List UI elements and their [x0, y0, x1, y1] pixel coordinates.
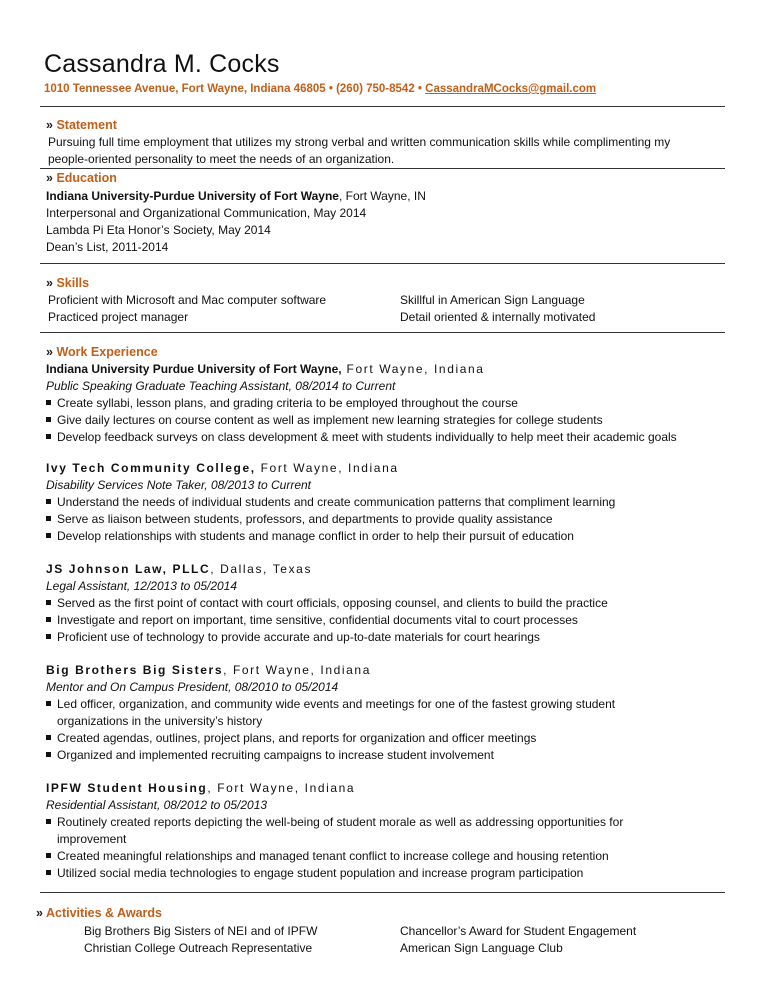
job-role: Legal Assistant, 12/2013 to 05/2014: [46, 579, 238, 593]
contact-address-phone: 1010 Tennessee Avenue, Fort Wayne, Indiana 46805 • (260) 750-8542 •: [44, 83, 426, 95]
job-bullet: Create syllabi, lesson plans, and grading criteria to be employed throughout the course: [46, 395, 518, 411]
candidate-name: Cassandra M. Cocks: [44, 50, 280, 78]
education-detail: Lambda Pi Eta Honor’s Society, May 2014: [46, 223, 271, 237]
activity-item: Chancellor’s Award for Student Engagement: [400, 924, 637, 938]
job-bullet: Led officer, organization, and community wide events and meetings for one of the fastest growing student: [46, 696, 615, 712]
job-organization: Big Brothers Big Sisters, Fort Wayne, Indiana: [46, 663, 371, 677]
skill-item: Practiced project manager: [48, 310, 189, 324]
job-bullet: Utilized social media technologies to engage student population and increase program participation: [46, 865, 583, 881]
job-bullet: Organized and implemented recruiting campaigns to increase student involvement: [46, 747, 494, 763]
statement-line: people-oriented personality to meet the needs of an organization.: [48, 152, 395, 166]
job-bullet: Develop relationships with students and manage conflict in order to help their pursuit of education: [46, 528, 574, 544]
activity-item: Big Brothers Big Sisters of NEI and of IPFW: [84, 924, 318, 938]
skill-item: Detail oriented & internally motivated: [400, 310, 596, 324]
job-bullet-continuation: improvement: [57, 832, 127, 846]
job-bullet-continuation: organizations in the university’s history: [57, 714, 263, 728]
education-school: Indiana University-Purdue University of Fort Wayne, Fort Wayne, IN: [46, 189, 426, 203]
job-bullet: Routinely created reports depicting the well-being of student morale as well as addressing opportunities for: [46, 814, 623, 830]
job-organization: IPFW Student Housing, Fort Wayne, Indiana: [46, 781, 356, 795]
job-organization: Indiana University Purdue University of Fort Wayne, Fort Wayne, Indiana: [46, 362, 485, 376]
job-bullet: Develop feedback surveys on class development & meet with students individually to help meet their academic goals: [46, 429, 677, 445]
job-role: Mentor and On Campus President, 08/2010 to 05/2014: [46, 680, 339, 694]
divider: [40, 332, 725, 333]
job-bullet: Created meaningful relationships and managed tenant conflict to increase college and housing retention: [46, 848, 609, 864]
email-link[interactable]: CassandraMCocks@gmail.com: [425, 83, 597, 95]
statement-heading: » Statement: [46, 118, 117, 132]
divider: [40, 168, 725, 169]
job-organization: Ivy Tech Community College, Fort Wayne, Indiana: [46, 461, 399, 475]
activities-heading: » Activities & Awards: [36, 906, 162, 920]
skill-item: Skillful in American Sign Language: [400, 293, 585, 307]
work-experience-heading: » Work Experience: [46, 345, 158, 359]
job-organization: JS Johnson Law, PLLC, Dallas, Texas: [46, 562, 313, 576]
skill-item: Proficient with Microsoft and Mac computer software: [48, 293, 327, 307]
divider: [40, 892, 725, 893]
job-bullet: Give daily lectures on course content as well as implement new learning strategies for college students: [46, 412, 603, 428]
contact-line: [44, 83, 596, 95]
job-bullet: Serve as liaison between students, professors, and departments to provide quality assistance: [46, 511, 553, 527]
skills-heading: » Skills: [46, 276, 90, 290]
education-detail: Interpersonal and Organizational Communication, May 2014: [46, 206, 367, 220]
job-bullet: Created agendas, outlines, project plans, and reports for organization and officer meetings: [46, 730, 536, 746]
job-bullet: Understand the needs of individual students and create communication patterns that compliment learning: [46, 494, 615, 510]
job-role: Public Speaking Graduate Teaching Assistant, 08/2014 to Current: [46, 379, 396, 393]
education-detail: Dean’s List, 2011-2014: [46, 240, 169, 254]
education-heading: » Education: [46, 171, 117, 185]
activity-item: American Sign Language Club: [400, 941, 563, 955]
job-bullet: Served as the first point of contact with court officials, opposing counsel, and clients to build the practice: [46, 595, 608, 611]
divider: [40, 263, 725, 264]
divider: [40, 106, 725, 107]
activity-item: Christian College Outreach Representative: [84, 941, 313, 955]
statement-line: Pursuing full time employment that utilizes my strong verbal and written communication skills while complimenting my: [48, 135, 671, 149]
job-role: Residential Assistant, 08/2012 to 05/2013: [46, 798, 268, 812]
job-role: Disability Services Note Taker, 08/2013 to Current: [46, 478, 312, 492]
job-bullet: Investigate and report on important, time sensitive, confidential documents vital to court processes: [46, 612, 578, 628]
job-bullet: Proficient use of technology to provide accurate and up-to-date materials for court hearings: [46, 629, 540, 645]
